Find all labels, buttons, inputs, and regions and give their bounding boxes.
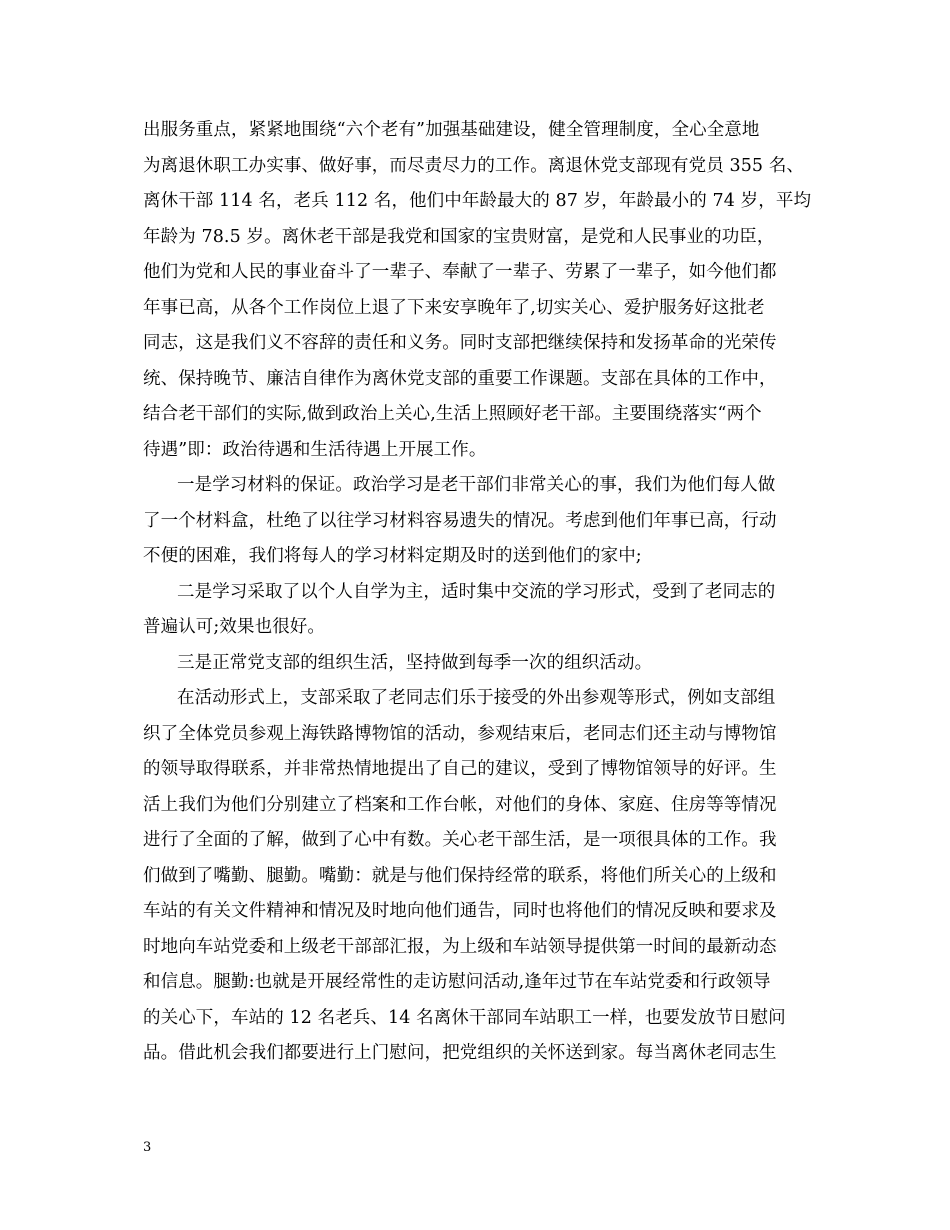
text-line: 进行了全面的了解，做到了心中有数。关心老干部生活，是一项很具体的工作。我 <box>143 830 777 850</box>
text-line: 们做到了嘴勤、腿勤。嘴勤：就是与他们保持经常的联系，将他们所关心的上级和 <box>143 866 777 886</box>
page-number: 3 <box>143 1140 152 1155</box>
text-line: 为离退休职工办实事、做好事，而尽责尽力的工作。离退休党支部现有党员 355 名、 <box>143 156 805 176</box>
text-line: 了一个材料盒，杜绝了以往学习材料容易遗失的情况。考虑到他们年事已高，行动 <box>143 511 777 531</box>
paragraph-first-line: 在活动形式上，支部采取了老同志们乐于接受的外出参观等形式，例如支部组 <box>177 688 776 708</box>
text-line: 年事已高，从各个工作岗位上退了下来安享晚年了,切实关心、爱护服务好这批老 <box>143 298 765 318</box>
text-line: 同志，这是我们义不容辞的责任和义务。同时支部把继续保持和发扬革命的光荣传 <box>143 333 777 353</box>
paragraph-first-line: 二是学习采取了以个人自学为主，适时集中交流的学习形式，受到了老同志的 <box>177 582 776 602</box>
text-line: 普遍认可;效果也很好。 <box>143 617 325 637</box>
text-line: 和信息。腿勤:也就是开展经常性的走访慰问活动,逢年过节在车站党委和行政领导 <box>143 972 771 992</box>
text-line: 出服务重点，紧紧地围绕“六个老有”加强基础建设，健全管理制度，全心全意地 <box>143 120 760 140</box>
text-line: 统、保持晚节、廉洁自律作为离休党支部的重要工作课题。支部在具体的工作中， <box>143 369 777 389</box>
text-line: 不便的困难，我们将每人的学习材料定期及时的送到他们的家中; <box>143 546 642 566</box>
text-line: 织了全体党员参观上海铁路博物馆的活动，参观结束后，老同志们还主动与博物馆 <box>143 724 777 744</box>
text-line: 品。借此机会我们都要进行上门慰问，把党组织的关怀送到家。每当离休老同志生 <box>143 1043 777 1063</box>
text-line: 年龄为 78.5 岁。离休老干部是我党和国家的宝贵财富，是党和人民事业的功臣， <box>143 227 775 247</box>
text-line: 时地向车站党委和上级老干部部汇报，为上级和车站领导提供第一时间的最新动态 <box>143 937 777 957</box>
text-line: 车站的有关文件精神和情况及时地向他们通告，同时也将他们的情况反映和要求及 <box>143 901 777 921</box>
text-line: 待遇”即：政治待遇和生活待遇上开展工作。 <box>143 440 487 460</box>
text-line: 的领导取得联系，并非常热情地提出了自己的建议，受到了博物馆领导的好评。生 <box>143 759 777 779</box>
text-line: 结合老干部们的实际,做到政治上关心,生活上照顾好老干部。主要围绕落实“两个 <box>143 404 762 424</box>
paragraph-first-line: 一是学习材料的保证。政治学习是老干部们非常关心的事，我们为他们每人做 <box>177 475 776 495</box>
text-line: 活上我们为他们分别建立了档案和工作台帐，对他们的身体、家庭、住房等等情况 <box>143 795 777 815</box>
text-line: 他们为党和人民的事业奋斗了一辈子、奉献了一辈子、劳累了一辈子，如今他们都 <box>143 262 777 282</box>
text-line: 离休干部 114 名，老兵 112 名，他们中年龄最大的 87 岁，年龄最小的 74 岁，平均 <box>143 191 812 211</box>
text-line: 的关心下，车站的 12 名老兵、14 名离休干部同车站职工一样，也要发放节日慰问 <box>143 1008 786 1028</box>
paragraph-first-line: 三是正常党支部的组织生活，坚持做到每季一次的组织活动。 <box>177 653 653 673</box>
